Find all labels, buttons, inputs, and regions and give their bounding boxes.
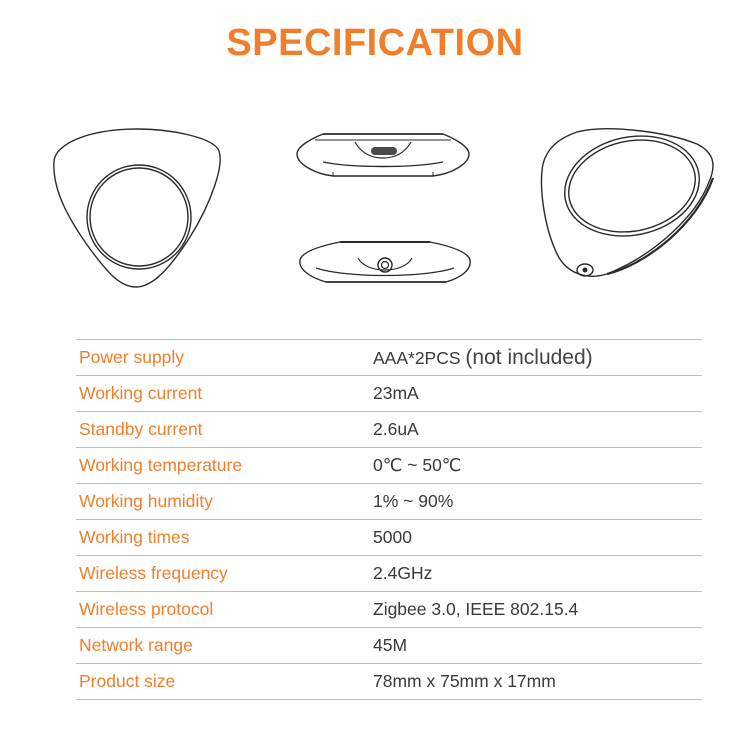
spec-value [373, 556, 702, 592]
table-row [76, 448, 702, 484]
spec-label: Wireless frequency [76, 556, 373, 592]
spec-value [373, 628, 702, 664]
angled-view-icon [537, 124, 721, 284]
spec-value-text: AAA*2PCS [373, 347, 461, 368]
spec-value-text: 78mm x 75mm x 17mm [373, 671, 556, 691]
spec-label: Wireless protocol [76, 592, 373, 628]
spec-label: Standby current [76, 412, 373, 448]
table-row [76, 520, 702, 556]
spec-value [373, 448, 702, 484]
table-row [76, 484, 702, 520]
spec-table [76, 339, 702, 700]
table-row [76, 556, 702, 592]
table-row [76, 412, 702, 448]
table-row [76, 592, 702, 628]
spec-value [373, 592, 702, 628]
spec-label: Network range [76, 628, 373, 664]
spec-note: (not included) [465, 345, 593, 369]
spec-label: Working humidity [76, 484, 373, 520]
spec-value-text: Zigbee 3.0, IEEE 802.15.4 [373, 599, 579, 619]
spec-label: Working current [76, 376, 373, 412]
spec-value [373, 412, 702, 448]
spec-value-text: 45M [373, 635, 408, 655]
spec-value-text: 2.4GHz [373, 563, 433, 583]
table-row [76, 628, 702, 664]
spec-value-text: 0℃ ~ 50℃ [373, 455, 462, 475]
spec-label: Power supply [76, 340, 373, 376]
spec-label: Product size [76, 664, 373, 700]
spec-label: Working times [76, 520, 373, 556]
table-row [76, 376, 702, 412]
side-view-icon [293, 128, 473, 180]
spec-label: Working temperature [76, 448, 373, 484]
spec-value-text: 5000 [373, 527, 412, 547]
product-drawings [0, 0, 750, 320]
spec-value [373, 520, 702, 556]
spec-value [373, 664, 702, 700]
spec-value [373, 484, 702, 520]
table-row [76, 664, 702, 700]
table-row [76, 340, 702, 376]
spec-value-text: 23mA [373, 383, 419, 403]
back-view-icon [296, 238, 474, 288]
page-title: SPECIFICATION [226, 22, 524, 64]
spec-value-text: 1% ~ 90% [373, 491, 454, 511]
spec-value-text: 2.6uA [373, 419, 419, 439]
spec-value [373, 340, 702, 376]
top-view-icon [50, 125, 230, 295]
spec-value [373, 376, 702, 412]
